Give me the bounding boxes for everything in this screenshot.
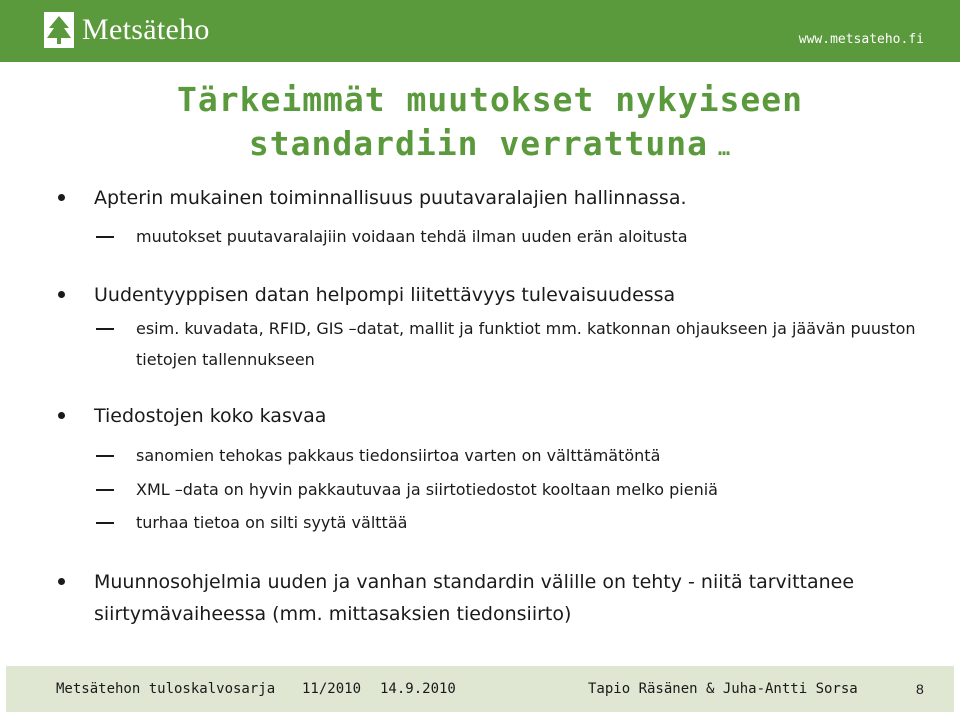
title-ellipsis: … — [718, 136, 732, 160]
footer-org: Metsätehon tuloskalvosarja — [56, 681, 276, 697]
dash-marker — [96, 455, 114, 457]
header-bar — [0, 0, 960, 62]
bullet-text: Muunnosohjelmia uuden ja vanhan standardin välille on tehty - niitä tarvittanee siirtymävaiheessa (mm. mittasaksien tiedonsiirto) — [94, 571, 855, 625]
dash-marker — [96, 489, 114, 491]
dash-marker — [96, 236, 114, 238]
page-number: 8 — [916, 681, 924, 697]
sub-text: esim. kuvadata, RFID, GIS –datat, mallit ja funktiot mm. katkonnan ohjaukseen ja jäävän puuston tietojen tallennukseen — [136, 319, 916, 369]
bullet-dot — [58, 412, 65, 419]
footer-bar — [6, 666, 954, 712]
footer-series: 11/2010 — [302, 681, 362, 697]
bullet-dot — [58, 291, 65, 298]
title-line-2 — [60, 122, 920, 170]
bullet-text: Apterin mukainen toiminnallisuus puutavaralajien hallinnassa. — [94, 187, 687, 209]
tree-icon — [44, 12, 74, 48]
bullet-text: Uudentyyppisen datan helpompi liitettävyys tulevaisuudessa — [94, 284, 676, 306]
logo-text: Metsäteho — [82, 13, 210, 46]
footer-authors: Tapio Räsänen & Juha-Antti Sorsa — [588, 681, 858, 697]
sub-text: turhaa tietoa on silti syytä välttää — [136, 513, 408, 532]
title-line-1: Tärkeimmät muutokset nykyiseen — [176, 80, 804, 119]
sub-text: XML –data on hyvin pakkautuvaa ja siirtotiedostot kooltaan melko pieniä — [136, 480, 718, 499]
bullet-dot — [58, 578, 65, 585]
sub-text: muutokset puutavaralajiin voidaan tehdä ilman uuden erän aloitusta — [136, 227, 688, 246]
slide-title — [60, 78, 920, 170]
sub-text: sanomien tehokas pakkaus tiedonsiirtoa varten on välttämätöntä — [136, 446, 661, 465]
dash-marker — [96, 328, 114, 330]
logo[interactable] — [44, 10, 210, 50]
bullet-dot — [58, 194, 65, 201]
site-url[interactable]: www.metsateho.fi — [798, 32, 924, 47]
title-line-2-text: standardiin verrattuna — [248, 124, 709, 163]
footer-date: 14.9.2010 — [380, 681, 456, 697]
bullet-text: Tiedostojen koko kasvaa — [94, 405, 327, 427]
dash-marker — [96, 522, 114, 524]
